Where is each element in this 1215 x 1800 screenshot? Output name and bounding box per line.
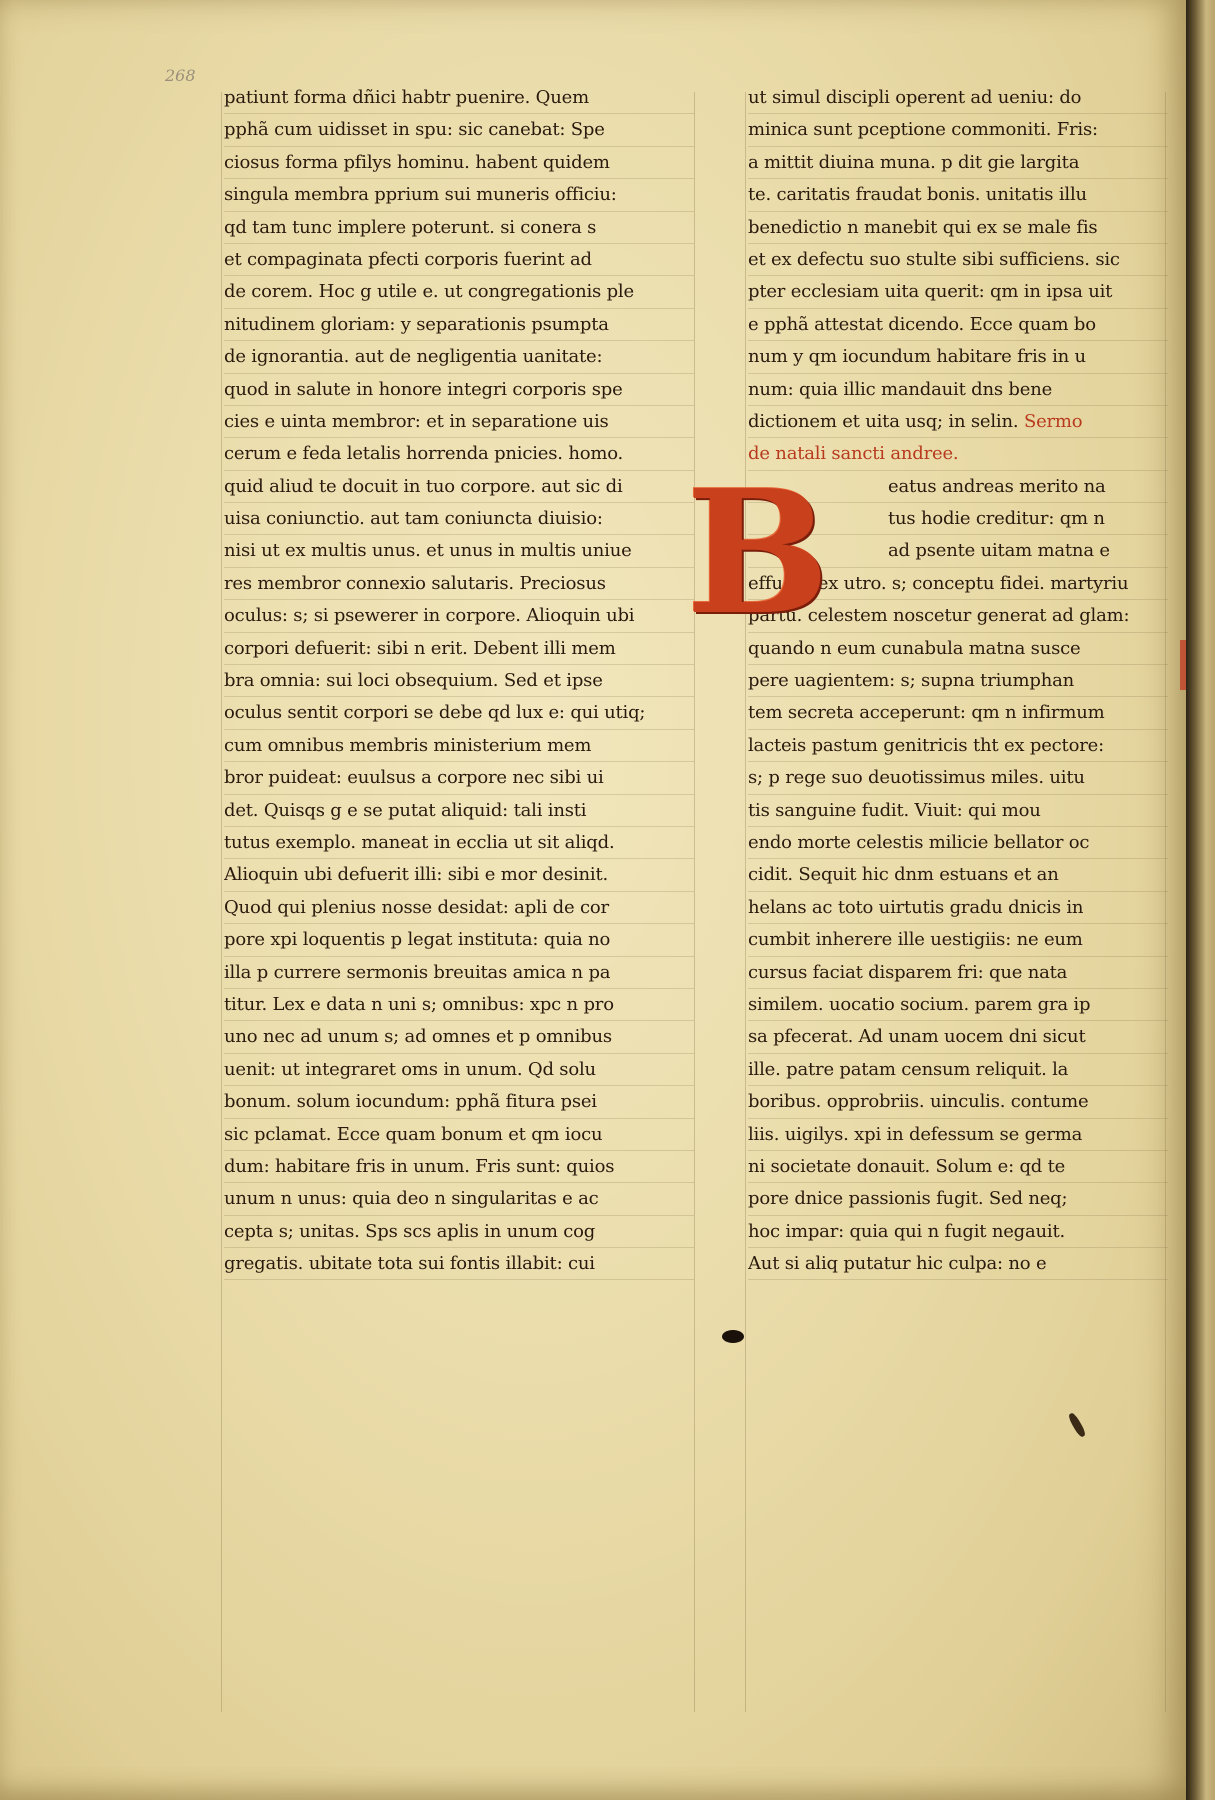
text-line: uisa coniunctio. aut tam coniuncta diuisio: [224,503,694,535]
text-line: quando n eum cunabula matna susce [748,633,1168,665]
text-line: eatus andreas merito na [748,471,1168,503]
text-line: pore dnice passionis fugit. Sed neq; [748,1183,1168,1215]
right-text-column [748,82,1168,1280]
text-line: cum omnibus membris ministerium mem [224,730,694,762]
text-line: dum: habitare fris in unum. Fris sunt: quios [224,1151,694,1183]
text-line: ciosus forma pfilys hominu. habent quidem [224,147,694,179]
text-line: corpori defuerit: sibi n erit. Debent illi mem [224,633,694,665]
text-line: cumbit inherere ille uestigiis: ne eum [748,924,1168,956]
text-line: benedictio n manebit qui ex se male fis [748,212,1168,244]
text-line: ille. patre patam censum reliquit. la [748,1054,1168,1086]
text-line: pter ecclesiam uita querit: qm in ipsa uit [748,276,1168,308]
text-line: cursus faciat disparem fri: que nata [748,957,1168,989]
text-line: Alioquin ubi defuerit illi: sibi e mor desinit. [224,859,694,891]
text-line: tus hodie creditur: qm n [748,503,1168,535]
text-line: cies e uinta membror: et in separatione uis [224,406,694,438]
text-line: oculus sentit corpori se debe qd lux e: qui utiq; [224,697,694,729]
text-line: nisi ut ex multis unus. et unus in multis uniue [224,535,694,567]
text-line: et compaginata pfecti corporis fuerint ad [224,244,694,276]
text-line: a mittit diuina muna. p dit gie largita [748,147,1168,179]
text-line: liis. uigilys. xpi in defessum se germa [748,1119,1168,1151]
text-line: patiunt forma dñici habtr puenire. Quem [224,82,694,114]
ink-blot [722,1330,744,1343]
text-line: illa p currere sermonis breuitas amica n pa [224,957,694,989]
text-line: gregatis. ubitate tota sui fontis illabit: cui [224,1248,694,1280]
text-line: unum n unus: quia deo n singularitas e ac [224,1183,694,1215]
text-line: quid aliud te docuit in tuo corpore. aut sic di [224,471,694,503]
text-line: te. caritatis fraudat bonis. unitatis illu [748,179,1168,211]
text-line: e pphã attestat dicendo. Ecce quam bo [748,309,1168,341]
ruling-line [221,92,222,1712]
text-line: ni societate donauit. Solum e: qd te [748,1151,1168,1183]
folio-number: 268 [165,66,196,85]
sermon-title: de natali sancti andree. [748,438,1168,470]
adjacent-leaf-edge [1186,0,1215,1800]
text-line: de ignorantia. aut de negligentia uanitate: [224,341,694,373]
text-line: lacteis pastum genitricis tht ex pectore: [748,730,1168,762]
text-line: pphã cum uidisset in spu: sic canebat: Spe [224,114,694,146]
text-line: bonum. solum iocundum: pphã fitura psei [224,1086,694,1118]
text-line: cerum e feda letalis horrenda pnicies. homo. [224,438,694,470]
text-line: res membror connexio salutaris. Preciosus [224,568,694,600]
text-line: effusus ex utro. s; conceptu fidei. martyriu [748,568,1168,600]
text-line: similem. uocatio socium. parem gra ip [748,989,1168,1021]
text-line: Aut si aliq putatur hic culpa: no e [748,1248,1168,1280]
ruling-line [745,92,746,1712]
text-line: s; p rege suo deuotissimus miles. uitu [748,762,1168,794]
text-line: num y qm iocundum habitare fris in u [748,341,1168,373]
text-line: pere uagientem: s; supna triumphan [748,665,1168,697]
text-line: sic pclamat. Ecce quam bonum et qm iocu [224,1119,694,1151]
rubric-bleed-mark [1180,640,1186,690]
text-line: sa pfecerat. Ad unam uocem dni sicut [748,1021,1168,1053]
sermon-rubric: Sermo [1023,410,1083,432]
text-line: quod in salute in honore integri corporis spe [224,374,694,406]
text-line: hoc impar: quia qui n fugit negauit. [748,1216,1168,1248]
text-line: ad psente uitam matna e [748,535,1168,567]
decorated-initial: B [686,453,830,653]
text-line: bror puideat: euulsus a corpore nec sibi ui [224,762,694,794]
text-line: et ex defectu suo stulte sibi sufficiens. sic [748,244,1168,276]
text-line: tem secreta acceperunt: qm n infirmum [748,697,1168,729]
text-line: uno nec ad unum s; ad omnes et p omnibus [224,1021,694,1053]
text-line: Quod qui plenius nosse desidat: apli de cor [224,892,694,924]
text-line: endo morte celestis milicie bellator oc [748,827,1168,859]
text-line: pore xpi loquentis p legat instituta: quia no [224,924,694,956]
text-line: bra omnia: sui loci obsequium. Sed et ipse [224,665,694,697]
text-line: helans ac toto uirtutis gradu dnicis in [748,892,1168,924]
text-line: tis sanguine fudit. Viuit: qui mou [748,795,1168,827]
text-line: cidit. Sequit hic dnm estuans et an [748,859,1168,891]
text-line: uenit: ut integraret oms in unum. Qd solu [224,1054,694,1086]
text-line: singula membra pprium sui muneris officiu: [224,179,694,211]
text-line: ut simul discipli operent ad ueniu: do [748,82,1168,114]
text-line: boribus. opprobriis. uinculis. contume [748,1086,1168,1118]
text-line: det. Quisqs g e se putat aliquid: tali insti [224,795,694,827]
text-line: qd tam tunc implere poterunt. si conera s [224,212,694,244]
ruling-line [694,92,695,1712]
left-text-column [224,82,694,1280]
text-line: num: quia illic mandauit dns bene [748,374,1168,406]
right-column-top-text [748,82,1168,406]
text-line: minica sunt pceptione commoniti. Fris: [748,114,1168,146]
text-line: tutus exemplo. maneat in ecclia ut sit aliqd. [224,827,694,859]
text-line: titur. Lex e data n uni s; omnibus: xpc n pro [224,989,694,1021]
text-line: partu. celestem noscetur generat ad glam: [748,600,1168,632]
text-line: nitudinem gloriam: y separationis psumpta [224,309,694,341]
sermon-heading [748,406,1168,438]
text-line: oculus: s; si psewerer in corpore. Alioquin ubi [224,600,694,632]
text-line: cepta s; unitas. Sps scs aplis in unum cog [224,1216,694,1248]
parchment-stain [1067,1412,1087,1439]
text-line: de corem. Hoc g utile e. ut congregationis ple [224,276,694,308]
sermon-heading-tail: dictionem et uita usq; in selin. [748,410,1019,432]
